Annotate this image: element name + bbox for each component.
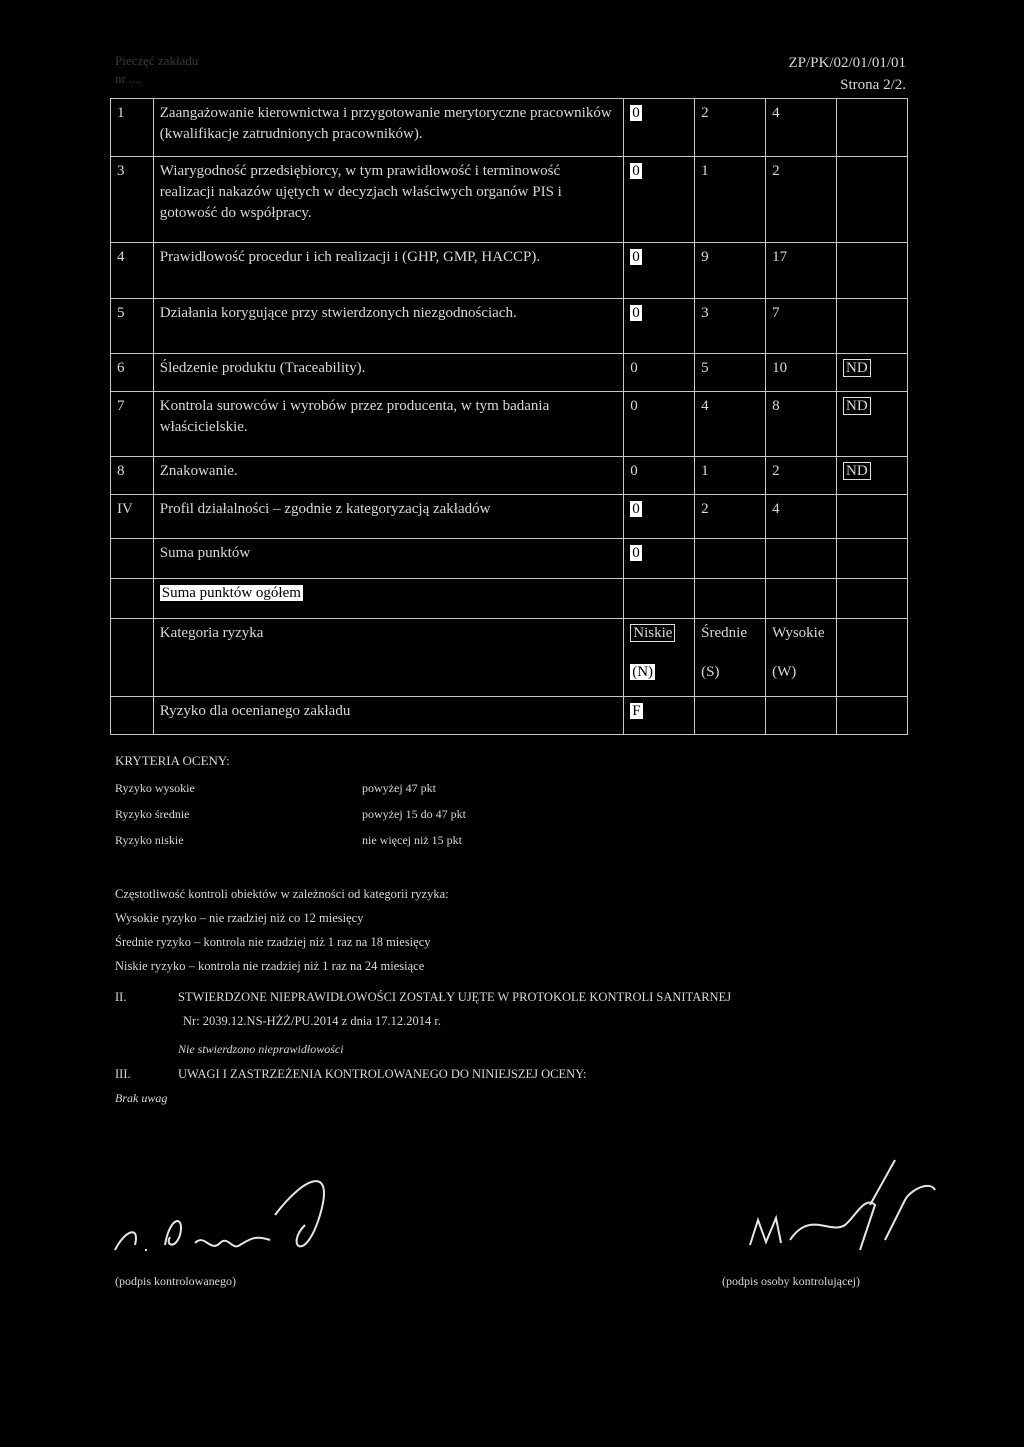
risk-assessment-table (110, 98, 908, 735)
criteria-heading: KRYTERIA OCENY: (115, 753, 230, 768)
row-score-0: 0 (632, 501, 640, 517)
criteria-value: powyżej 47 pkt (362, 781, 436, 795)
row-number: 1 (117, 105, 125, 121)
table-row (111, 157, 908, 243)
row-score-mid: 5 (701, 360, 709, 376)
sum-row (111, 539, 908, 579)
row-criterion: Znakowanie. (159, 463, 238, 479)
row-number: 6 (117, 360, 125, 376)
risk-category-label: Kategoria ryzyka (153, 619, 623, 697)
section-3-title: UWAGI I ZASTRZEŻENIA KONTROLOWANEGO DO NINIEJSZEJ OCENY: (178, 1067, 587, 1081)
risk-result-label: Ryzyko dla ocenianego zakładu (153, 697, 623, 735)
row-score-max: 2 (772, 463, 780, 479)
frequency-intro: Częstotliwość kontroli obiektów w zależności od kategorii ryzyka: (115, 887, 449, 901)
signature-right-label: (podpis osoby kontrolującej) (722, 1274, 860, 1288)
criteria-value: nie więcej niż 15 pkt (362, 833, 462, 847)
row-criterion: Kontrola surowców i wyrobów przez producenta, w tym badania właścicielskie. (159, 398, 550, 435)
criteria-list (115, 775, 466, 853)
table-row (111, 243, 908, 299)
signature-left-label: (podpis kontrolowanego) (115, 1274, 236, 1288)
risk-medium-label: Średnie (701, 625, 747, 641)
row-score-max: 7 (772, 305, 780, 321)
criteria-value: powyżej 15 do 47 pkt (362, 807, 466, 821)
row-score-max: 4 (772, 501, 780, 517)
section-3-number: III. (115, 1067, 131, 1081)
row-not-applicable: ND (843, 359, 871, 377)
row-score-0: 0 (632, 249, 640, 265)
table-row (111, 457, 908, 495)
row-not-applicable: ND (843, 462, 871, 480)
criteria-label: Ryzyko niskie (115, 833, 184, 847)
row-criterion: Śledzenie produktu (Traceability). (159, 360, 366, 376)
row-number: 3 (117, 163, 125, 179)
document-code: ZP/PK/02/01/01/01 (788, 55, 906, 71)
row-score-mid: 3 (701, 305, 709, 321)
signature-left (105, 1155, 355, 1275)
row-score-0: 0 (632, 305, 640, 321)
row-score-0: 0 (630, 360, 638, 376)
risk-high-label: Wysokie (772, 625, 825, 641)
row-not-applicable: ND (843, 397, 871, 415)
section-3 (115, 1062, 905, 1110)
row-criterion: Wiarygodność przedsiębiorcy, w tym prawidłowość i terminowość realizacji nakazów ujętych w decyzjach właściwych organów PIS i gotowość do współpracy. (159, 163, 562, 221)
section-2-note: Nie stwierdzono nieprawidłowości (178, 1042, 344, 1056)
risk-low-code: (N) (632, 664, 654, 680)
criteria-label: Ryzyko średnie (115, 807, 190, 821)
row-score-max: 8 (772, 398, 780, 414)
row-score-max: 2 (772, 163, 780, 179)
row-score-mid: 2 (701, 105, 709, 121)
page-number: Strona 2/2. (840, 77, 906, 93)
row-criterion: Prawidłowość procedur i ich realizacji i (GHP, GMP, HACCP). (159, 249, 541, 265)
row-score-max: 17 (772, 249, 788, 265)
row-criterion: Profil działalności – zgodnie z kategoryzacją zakładów (159, 501, 491, 517)
stamp-area (115, 52, 198, 88)
table-row (111, 99, 908, 157)
row-criterion: Działania korygujące przy stwierdzonych niezgodnościach. (159, 305, 517, 321)
section-2 (115, 985, 905, 1061)
sum-total-label: Suma punktów ogółem (161, 585, 301, 601)
section-3-note: Brak uwag (115, 1091, 168, 1105)
sum-value: 0 (632, 545, 640, 561)
row-number: 4 (117, 249, 125, 265)
row-score-mid: 1 (701, 463, 709, 479)
table-row (111, 354, 908, 392)
row-score-0: 0 (632, 163, 640, 179)
row-score-0: 0 (632, 105, 640, 121)
frequency-block (115, 882, 449, 978)
row-score-mid: 4 (701, 398, 709, 414)
row-score-mid: 1 (701, 163, 709, 179)
row-score-max: 10 (772, 360, 788, 376)
sum-label: Suma punktów (153, 539, 623, 579)
section-2-number: II. (115, 990, 127, 1004)
table-row (111, 392, 908, 457)
row-number: 7 (117, 398, 125, 414)
table-row (111, 495, 908, 539)
signature-right (720, 1145, 950, 1265)
risk-category-row (111, 619, 908, 697)
row-number: 5 (117, 305, 125, 321)
risk-result-value: F (632, 703, 641, 719)
risk-low-label: Niskie (630, 624, 675, 642)
row-score-mid: 2 (701, 501, 709, 517)
risk-result-row (111, 697, 908, 735)
frequency-line: Średnie ryzyko – kontrola nie rzadziej niż 1 raz na 18 miesięcy (115, 935, 431, 949)
table-row (111, 299, 908, 354)
section-2-title: STWIERDZONE NIEPRAWIDŁOWOŚCI ZOSTAŁY UJĘTE W PROTOKOLE KONTROLI SANITARNEJ (178, 990, 732, 1004)
risk-medium-code: (S) (701, 664, 720, 680)
document-header (788, 52, 906, 96)
stamp-line-1: Pieczęć zakładu (115, 53, 199, 68)
protocol-reference: Nr: 2039.12.NS-HŻŻ/PU.2014 z dnia 17.12.2014 r. (183, 1014, 441, 1028)
row-number: IV (117, 501, 133, 517)
frequency-line: Niskie ryzyko – kontrola nie rzadziej niż 1 raz na 24 miesiące (115, 959, 425, 973)
row-score-0: 0 (630, 398, 638, 414)
stamp-line-2: nr .... (115, 71, 143, 86)
row-criterion: Zaangażowanie kierownictwa i przygotowanie merytoryczne pracowników (kwalifikacje zatrudnionych pracowników). (159, 105, 612, 142)
risk-high-code: (W) (772, 664, 797, 680)
sum-total-row (111, 579, 908, 619)
criteria-label: Ryzyko wysokie (115, 781, 195, 795)
row-number: 8 (117, 463, 125, 479)
frequency-line: Wysokie ryzyko – nie rzadziej niż co 12 miesięcy (115, 911, 364, 925)
row-score-0: 0 (630, 463, 638, 479)
row-score-max: 4 (772, 105, 780, 121)
row-score-mid: 9 (701, 249, 709, 265)
